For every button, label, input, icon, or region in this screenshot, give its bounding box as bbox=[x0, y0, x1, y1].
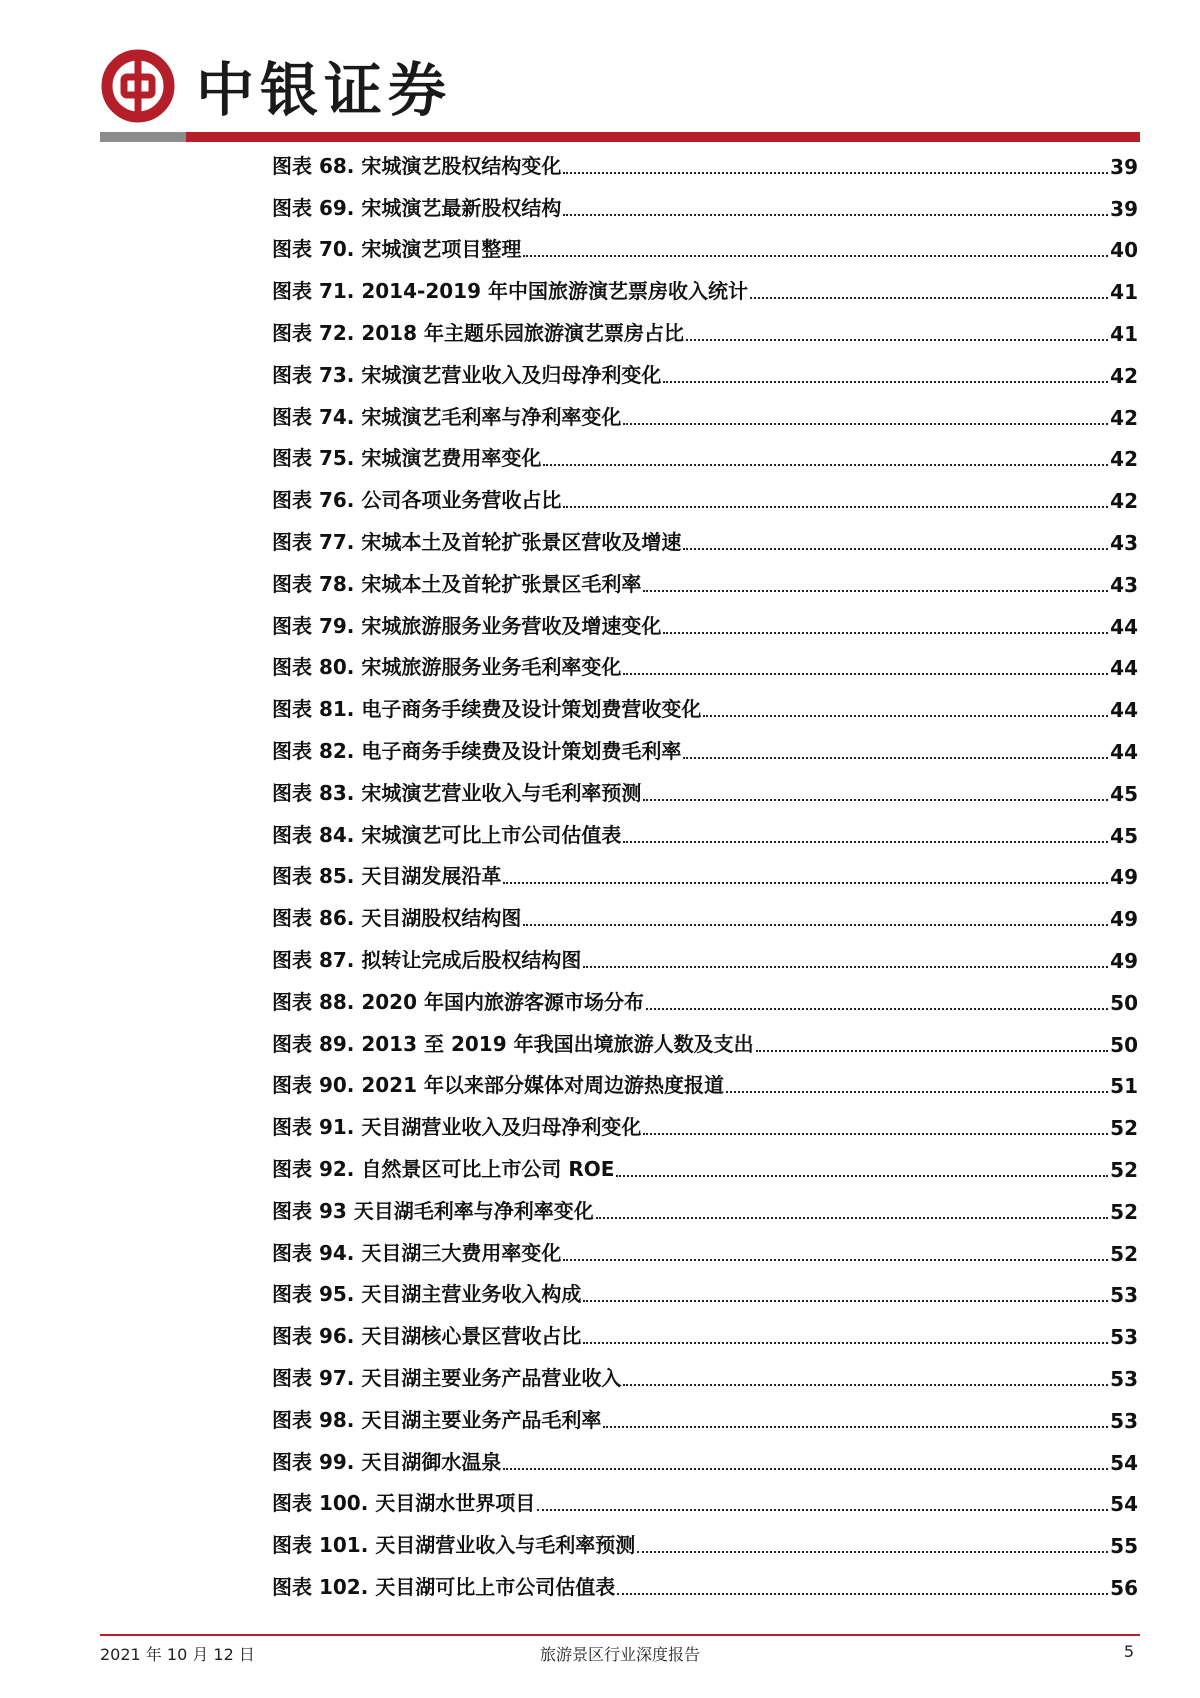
toc-entry[interactable] bbox=[272, 394, 1138, 436]
toc-entry-page[interactable]: 54 bbox=[1110, 1492, 1138, 1517]
toc-dot-leader bbox=[623, 673, 1108, 675]
toc-entry-page[interactable]: 42 bbox=[1110, 363, 1138, 388]
page-number: 5 bbox=[1123, 1642, 1134, 1661]
toc-entry[interactable] bbox=[272, 143, 1138, 185]
toc-entry-page[interactable]: 52 bbox=[1110, 1199, 1138, 1224]
toc-dot-leader bbox=[663, 632, 1108, 634]
toc-entry-title[interactable]: 图表 95. 天目湖主营业务收入构成 bbox=[272, 1282, 582, 1307]
figure-list bbox=[272, 143, 1138, 1606]
toc-entry-page[interactable]: 56 bbox=[1110, 1575, 1138, 1600]
toc-entry-page[interactable]: 49 bbox=[1110, 948, 1138, 973]
toc-entry[interactable] bbox=[272, 477, 1138, 519]
report-title: 旅游景区行业深度报告 bbox=[539, 1645, 700, 1664]
toc-dot-leader bbox=[617, 1593, 1108, 1595]
toc-entry-page[interactable]: 45 bbox=[1110, 781, 1138, 806]
toc-dot-leader bbox=[726, 1091, 1108, 1093]
toc-dot-leader bbox=[503, 882, 1108, 884]
toc-entry-title[interactable]: 图表 78. 宋城本土及首轮扩张景区毛利率 bbox=[272, 571, 642, 596]
toc-entry-title[interactable]: 图表 94. 天目湖三大费用率变化 bbox=[272, 1240, 562, 1265]
toc-dot-leader bbox=[603, 1426, 1108, 1428]
toc-entry[interactable] bbox=[272, 770, 1138, 812]
toc-dot-leader bbox=[583, 966, 1108, 968]
toc-dot-leader bbox=[643, 799, 1108, 801]
toc-entry-title[interactable]: 图表 73. 宋城演艺营业收入及归母净利变化 bbox=[272, 362, 662, 387]
toc-entry-title[interactable]: 图表 85. 天目湖发展沿革 bbox=[272, 864, 502, 889]
toc-dot-leader bbox=[646, 1008, 1108, 1010]
toc-entry-title[interactable]: 图表 79. 宋城旅游服务业务营收及增速变化 bbox=[272, 613, 662, 638]
toc-entry[interactable] bbox=[272, 268, 1138, 310]
toc-entry-title[interactable]: 图表 77. 宋城本土及首轮扩张景区营收及增速 bbox=[272, 529, 682, 554]
toc-entry-page[interactable]: 51 bbox=[1110, 1074, 1138, 1099]
toc-dot-leader bbox=[563, 1259, 1108, 1261]
toc-entry-page[interactable]: 53 bbox=[1110, 1325, 1138, 1350]
toc-entry[interactable] bbox=[272, 1397, 1138, 1439]
toc-dot-leader bbox=[537, 1509, 1108, 1511]
toc-dot-leader bbox=[523, 924, 1108, 926]
toc-entry[interactable] bbox=[272, 603, 1138, 645]
toc-entry[interactable] bbox=[272, 436, 1138, 478]
toc-entry[interactable] bbox=[272, 227, 1138, 269]
toc-entry-page[interactable]: 44 bbox=[1110, 698, 1138, 723]
toc-entry-title[interactable]: 图表 89. 2013 至 2019 年我国出境旅游人数及支出 bbox=[272, 1031, 754, 1056]
toc-entry-page[interactable]: 52 bbox=[1110, 1241, 1138, 1266]
toc-entry[interactable] bbox=[272, 937, 1138, 979]
toc-entry-title[interactable]: 图表 100. 天目湖水世界项目 bbox=[272, 1491, 536, 1516]
page-header bbox=[100, 40, 1140, 140]
toc-entry-title[interactable]: 图表 92. 自然景区可比上市公司 ROE bbox=[272, 1156, 615, 1181]
toc-dot-leader bbox=[623, 841, 1108, 843]
toc-entry-title[interactable]: 图表 81. 电子商务手续费及设计策划费营收变化 bbox=[272, 697, 702, 722]
page-footer bbox=[100, 1642, 1140, 1668]
toc-entry[interactable] bbox=[272, 645, 1138, 687]
toc-entry[interactable] bbox=[272, 728, 1138, 770]
report-date: 2021 年 10 月 12 日 bbox=[100, 1645, 255, 1664]
toc-entry-page[interactable]: 49 bbox=[1110, 907, 1138, 932]
toc-entry[interactable] bbox=[272, 1272, 1138, 1314]
toc-entry[interactable] bbox=[272, 1063, 1138, 1105]
toc-dot-leader bbox=[663, 381, 1108, 383]
toc-entry-title[interactable]: 图表 84. 宋城演艺可比上市公司估值表 bbox=[272, 822, 622, 847]
toc-entry-page[interactable]: 42 bbox=[1110, 405, 1138, 430]
toc-entry[interactable] bbox=[272, 854, 1138, 896]
toc-entry[interactable] bbox=[272, 1355, 1138, 1397]
toc-entry[interactable] bbox=[272, 1021, 1138, 1063]
toc-entry-page[interactable]: 39 bbox=[1110, 154, 1138, 179]
toc-entry[interactable] bbox=[272, 895, 1138, 937]
header-divider-gray bbox=[100, 132, 186, 142]
toc-dot-leader bbox=[523, 255, 1108, 257]
brand-name: 中银证券 bbox=[196, 56, 453, 124]
toc-entry-page[interactable]: 43 bbox=[1110, 530, 1138, 555]
toc-entry-title[interactable]: 图表 69. 宋城演艺最新股权结构 bbox=[272, 195, 562, 220]
toc-entry[interactable] bbox=[272, 1564, 1138, 1606]
toc-entry-title[interactable]: 图表 93 天目湖毛利率与净利率变化 bbox=[272, 1198, 594, 1223]
toc-entry[interactable] bbox=[272, 1313, 1138, 1355]
toc-dot-leader bbox=[543, 464, 1108, 466]
toc-dot-leader bbox=[563, 214, 1108, 216]
toc-dot-leader bbox=[750, 297, 1108, 299]
toc-entry[interactable] bbox=[272, 519, 1138, 561]
toc-entry-page[interactable]: 52 bbox=[1110, 1157, 1138, 1182]
toc-entry-title[interactable]: 图表 88. 2020 年国内旅游客源市场分布 bbox=[272, 989, 644, 1014]
toc-entry[interactable] bbox=[272, 979, 1138, 1021]
toc-dot-leader bbox=[683, 757, 1108, 759]
toc-dot-leader bbox=[583, 1342, 1108, 1344]
toc-entry-title[interactable]: 图表 101. 天目湖营业收入与毛利率预测 bbox=[272, 1533, 636, 1558]
toc-entry[interactable] bbox=[272, 1104, 1138, 1146]
toc-entry[interactable] bbox=[272, 1481, 1138, 1523]
toc-entry-title[interactable]: 图表 71. 2014-2019 年中国旅游演艺票房收入统计 bbox=[272, 279, 748, 304]
toc-entry-page[interactable]: 54 bbox=[1110, 1450, 1138, 1475]
toc-entry[interactable] bbox=[272, 812, 1138, 854]
toc-entry-title[interactable]: 图表 91. 天目湖营业收入及归母净利变化 bbox=[272, 1115, 642, 1140]
toc-entry-page[interactable]: 41 bbox=[1110, 321, 1138, 346]
toc-entry-page[interactable]: 50 bbox=[1110, 990, 1138, 1015]
toc-dot-leader bbox=[683, 548, 1108, 550]
toc-entry-title[interactable]: 图表 70. 宋城演艺项目整理 bbox=[272, 237, 522, 262]
toc-dot-leader bbox=[563, 506, 1108, 508]
toc-dot-leader bbox=[643, 590, 1108, 592]
toc-dot-leader bbox=[563, 172, 1108, 174]
toc-entry-page[interactable]: 40 bbox=[1110, 238, 1138, 263]
toc-entry-page[interactable]: 53 bbox=[1110, 1283, 1138, 1308]
toc-entry-page[interactable]: 55 bbox=[1110, 1534, 1138, 1559]
toc-entry-title[interactable]: 图表 72. 2018 年主题乐园旅游演艺票房占比 bbox=[272, 320, 684, 345]
toc-entry-title[interactable]: 图表 102. 天目湖可比上市公司估值表 bbox=[272, 1574, 616, 1599]
toc-dot-leader bbox=[686, 339, 1108, 341]
toc-entry-page[interactable]: 53 bbox=[1110, 1408, 1138, 1433]
toc-entry-title[interactable]: 图表 97. 天目湖主要业务产品营业收入 bbox=[272, 1365, 622, 1390]
toc-entry-title[interactable]: 图表 99. 天目湖御水温泉 bbox=[272, 1449, 502, 1474]
toc-entry-title[interactable]: 图表 96. 天目湖核心景区营收占比 bbox=[272, 1324, 582, 1349]
toc-entry[interactable] bbox=[272, 686, 1138, 728]
toc-entry-page[interactable]: 39 bbox=[1110, 196, 1138, 221]
toc-entry-page[interactable]: 50 bbox=[1110, 1032, 1138, 1057]
toc-dot-leader bbox=[503, 1468, 1108, 1470]
toc-dot-leader bbox=[756, 1050, 1109, 1052]
toc-entry[interactable] bbox=[272, 1188, 1138, 1230]
bank-of-china-logo-icon bbox=[100, 48, 176, 124]
toc-entry[interactable] bbox=[272, 1439, 1138, 1481]
toc-dot-leader bbox=[623, 1384, 1108, 1386]
toc-dot-leader bbox=[643, 1133, 1108, 1135]
toc-entry-title[interactable]: 图表 86. 天目湖股权结构图 bbox=[272, 906, 522, 931]
toc-entry-page[interactable]: 44 bbox=[1110, 656, 1138, 681]
toc-entry-title[interactable]: 图表 74. 宋城演艺毛利率与净利率变化 bbox=[272, 404, 622, 429]
toc-entry-page[interactable]: 49 bbox=[1110, 865, 1138, 890]
toc-entry-page[interactable]: 44 bbox=[1110, 739, 1138, 764]
toc-entry-title[interactable]: 图表 68. 宋城演艺股权结构变化 bbox=[272, 153, 562, 178]
toc-entry[interactable] bbox=[272, 1230, 1138, 1272]
toc-dot-leader bbox=[703, 715, 1108, 717]
toc-entry-title[interactable]: 图表 87. 拟转让完成后股权结构图 bbox=[272, 947, 582, 972]
toc-entry-title[interactable]: 图表 80. 宋城旅游服务业务毛利率变化 bbox=[272, 655, 622, 680]
toc-dot-leader bbox=[596, 1217, 1108, 1219]
toc-entry-page[interactable]: 53 bbox=[1110, 1366, 1138, 1391]
toc-entry-page[interactable]: 41 bbox=[1110, 280, 1138, 305]
toc-entry-page[interactable]: 42 bbox=[1110, 447, 1138, 472]
toc-entry-title[interactable]: 图表 90. 2021 年以来部分媒体对周边游热度报道 bbox=[272, 1073, 724, 1098]
footer-divider bbox=[100, 1634, 1140, 1636]
toc-entry-page[interactable]: 45 bbox=[1110, 823, 1138, 848]
toc-entry[interactable] bbox=[272, 185, 1138, 227]
toc-entry-title[interactable]: 图表 98. 天目湖主要业务产品毛利率 bbox=[272, 1407, 602, 1432]
toc-entry-title[interactable]: 图表 76. 公司各项业务营收占比 bbox=[272, 488, 562, 513]
toc-dot-leader bbox=[623, 423, 1108, 425]
toc-entry-title[interactable]: 图表 75. 宋城演艺费用率变化 bbox=[272, 446, 542, 471]
toc-entry-page[interactable]: 42 bbox=[1110, 489, 1138, 514]
toc-entry-title[interactable]: 图表 82. 电子商务手续费及设计策划费毛利率 bbox=[272, 738, 682, 763]
toc-entry-title[interactable]: 图表 83. 宋城演艺营业收入与毛利率预测 bbox=[272, 780, 642, 805]
toc-entry[interactable] bbox=[272, 561, 1138, 603]
toc-entry-page[interactable]: 52 bbox=[1110, 1116, 1138, 1141]
toc-entry-page[interactable]: 43 bbox=[1110, 572, 1138, 597]
toc-dot-leader bbox=[616, 1175, 1108, 1177]
toc-dot-leader bbox=[637, 1551, 1108, 1553]
toc-entry[interactable] bbox=[272, 1146, 1138, 1188]
toc-entry[interactable] bbox=[272, 352, 1138, 394]
toc-entry[interactable] bbox=[272, 310, 1138, 352]
toc-entry-page[interactable]: 44 bbox=[1110, 614, 1138, 639]
toc-dot-leader bbox=[583, 1300, 1108, 1302]
header-divider-red bbox=[186, 132, 1140, 142]
toc-entry[interactable] bbox=[272, 1522, 1138, 1564]
